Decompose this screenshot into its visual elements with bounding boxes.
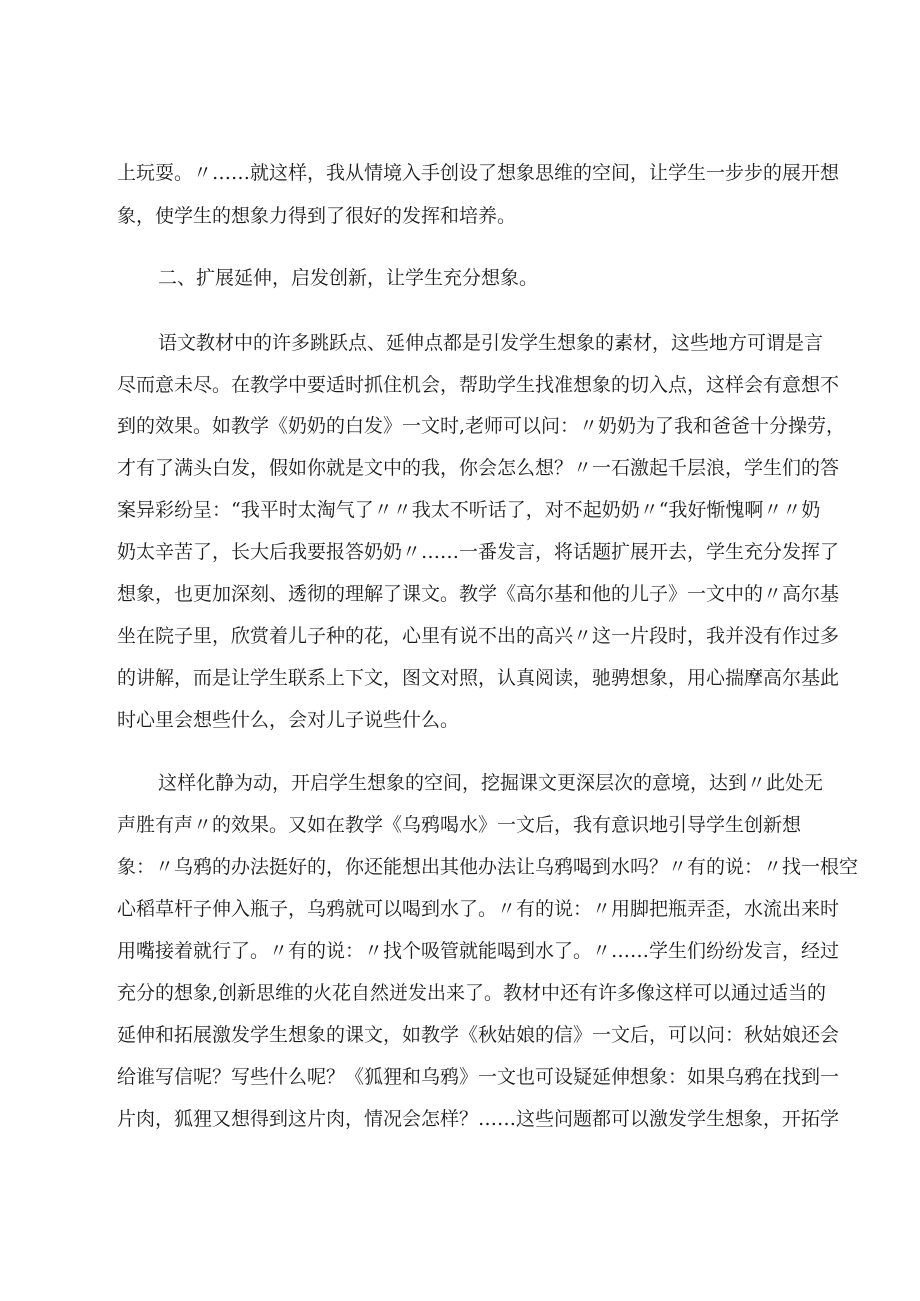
text-line: 的讲解，而是让学生联系上下文，图文对照，认真阅读，驰骋想象，用心揣摩高尔基此 bbox=[117, 667, 840, 689]
text-line: 片肉，狐狸又想得到这片肉，情况会怎样？……这些问题都可以激发学生想象，开拓学 bbox=[117, 1108, 840, 1130]
section-heading: 二、扩展延伸，启发创新，让学生充分想象。 bbox=[158, 267, 539, 289]
text-line: 用嘴接着就行了。〃有的说：〃找个吸管就能喝到水了。〃……学生们纷纷发言，经过 bbox=[117, 940, 840, 962]
text-line: 坐在院子里，欣赏着儿子种的花，心里有说不出的高兴〃这一片段时，我并没有作过多 bbox=[117, 625, 840, 647]
text-line: 语文教材中的许多跳跃点、延伸点都是引发学生想象的素材，这些地方可谓是言 bbox=[158, 332, 824, 354]
text-line: 尽而意未尽。在教学中要适时抓住机会，帮助学生找准想象的切入点，这样会有意想不 bbox=[117, 374, 840, 396]
text-line: 才有了满头白发，假如你就是文中的我，你会怎么想？〃一石激起千层浪，学生们的答 bbox=[117, 457, 840, 479]
text-line: 奶太辛苦了，长大后我要报答奶奶〃……一番发言，将话题扩展开去，学生充分发挥了 bbox=[117, 541, 840, 563]
text-line: 时心里会想些什么，会对儿子说些什么。 bbox=[117, 709, 460, 731]
text-line: 声胜有声〃的效果。又如在教学《乌鸦喝水》一文后，我有意识地引导学生创新想 bbox=[117, 814, 802, 836]
text-line: 到的效果。如教学《奶奶的白发》一文时,老师可以问：〃奶奶为了我和爸爸十分操劳， bbox=[117, 415, 846, 437]
text-line: 充分的想象,创新思维的火花自然迸发出来了。教材中还有许多像这样可以通过适当的 bbox=[117, 982, 827, 1004]
text-line: 心稻草杆子伸入瓶子，乌鸦就可以喝到水了。〃有的说：〃用脚把瓶弄歪，水流出来时 bbox=[117, 898, 840, 920]
text-line: 象：〃乌鸦的办法挺好的，你还能想出其他办法让乌鸦喝到水吗？〃有的说：〃找一根空 bbox=[117, 856, 859, 878]
text-line: 想象，也更加深刻、透彻的理解了课文。教学《高尔基和他的儿子》一文中的〃高尔基 bbox=[117, 583, 840, 605]
text-line: 延伸和拓展激发学生想象的课文，如教学《秋姑娘的信》一文后，可以问：秋姑娘还会 bbox=[117, 1024, 840, 1046]
text-line: 这样化静为动，开启学生想象的空间，挖掘课文更深层次的意境，达到〃此处无 bbox=[158, 772, 824, 794]
text-line: 案异彩纷呈：“我平时太淘气了〃〃我太不听话了，对不起奶奶〃“我好惭愧啊〃〃奶 bbox=[117, 499, 821, 521]
text-line: 上玩耍。〃……就这样，我从情境入手创设了想象思维的空间，让学生一步步的展开想 bbox=[117, 162, 840, 184]
text-line: 象，使学生的想象力得到了很好的发挥和培养。 bbox=[117, 205, 517, 227]
text-line: 给谁写信呢？写些什么呢？《狐狸和乌鸦》一文也可设疑延伸想象：如果乌鸦在找到一 bbox=[117, 1066, 840, 1088]
